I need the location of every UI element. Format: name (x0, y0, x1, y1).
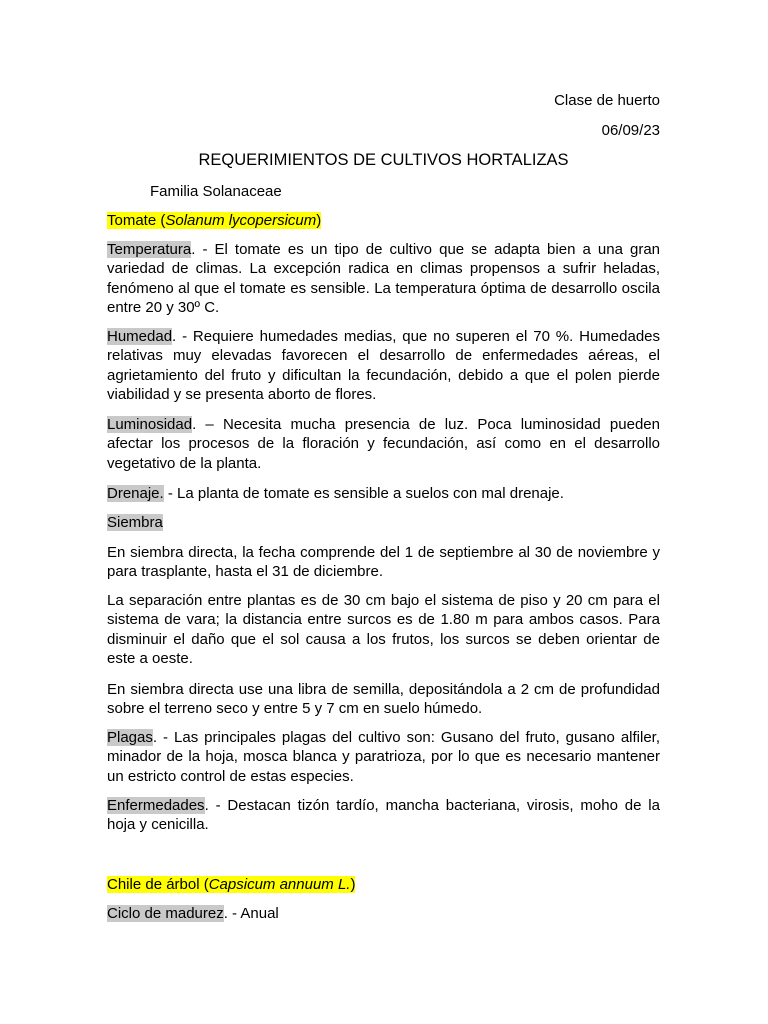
enfermedades-label: Enfermedades (107, 797, 205, 814)
siembra-paragraph-3: En siembra directa use una libra de semilla, depositándola a 2 cm de profundidad sobre el terreno seco y entre 5 y 7 cm en suelo húmedo. (107, 681, 660, 718)
drenaje-paragraph: Drenaje. - La planta de tomate es sensible a suelos con mal drenaje. (107, 485, 564, 502)
ciclo-paragraph: Ciclo de madurez. - Anual (107, 905, 279, 922)
plagas-paragraph: Plagas. - Las principales plagas del cultivo son: Gusano del fruto, gusano alfiler, minador de la hoja, mosca blanca y paratrioza, por lo que es necesario mantener un estricto control de estas especies. (107, 729, 660, 785)
temperatura-paragraph: Temperatura. - El tomate es un tipo de cultivo que se adapta bien a una gran variedad de climas. La excepción radica en climas propensos a sufrir heladas, fenómeno al que el tomate es sensible. La temperatura óptima de desarrollo oscila entre 20 y 30º C. (107, 241, 660, 316)
chile-heading: Chile de árbol (Capsicum annuum L.) (107, 876, 356, 893)
humedad-label: Humedad (107, 328, 173, 345)
temperatura-label: Temperatura (107, 241, 192, 258)
page-title: REQUERIMIENTOS DE CULTIVOS HORTALIZAS (198, 151, 569, 169)
luminosidad-label: Luminosidad (107, 416, 193, 433)
humedad-paragraph: Humedad. - Requiere humedades medias, que no superen el 70 %. Humedades relativas muy elevadas favorecen el desarrollo de enfermedades aéreas, el agrietamiento del fruto y dificultan la fecundación, debido a que el polen pierde viabilidad y se presenta aborto de flores. (107, 328, 660, 403)
ciclo-label: Ciclo de madurez (107, 905, 224, 922)
class-name: Clase de huerto (554, 92, 660, 109)
family-subtitle: Familia Solanaceae (150, 183, 282, 200)
plagas-label: Plagas (107, 729, 153, 746)
siembra-heading: Siembra (107, 514, 163, 531)
luminosidad-paragraph: Luminosidad. – Necesita mucha presencia de luz. Poca luminosidad pueden afectar los procesos de la floración y fecundación, así como en el desarrollo vegetativo de la planta. (107, 416, 660, 472)
date: 06/09/23 (601, 122, 660, 139)
siembra-paragraph-2: La separación entre plantas es de 30 cm bajo el sistema de piso y 20 cm para el sistema de vara; la distancia entre surcos es de 1.80 m para ambos casos. Para disminuir el daño que el sol causa a los frutos, los surcos se deben orientar de este a oeste. (107, 592, 660, 667)
enfermedades-paragraph: Enfermedades. - Destacan tizón tardío, mancha bacteriana, virosis, moho de la hoja y cenicilla. (107, 797, 660, 834)
tomate-scientific-name: Solanum lycopersicum (165, 212, 317, 229)
chile-scientific-name: Capsicum annuum L. (208, 876, 351, 893)
tomate-heading: Tomate (Solanum lycopersicum) (107, 212, 322, 229)
siembra-paragraph-1: En siembra directa, la fecha comprende del 1 de septiembre al 30 de noviembre y para trasplante, hasta el 31 de diciembre. (107, 544, 660, 581)
drenaje-label: Drenaje. (107, 485, 164, 502)
